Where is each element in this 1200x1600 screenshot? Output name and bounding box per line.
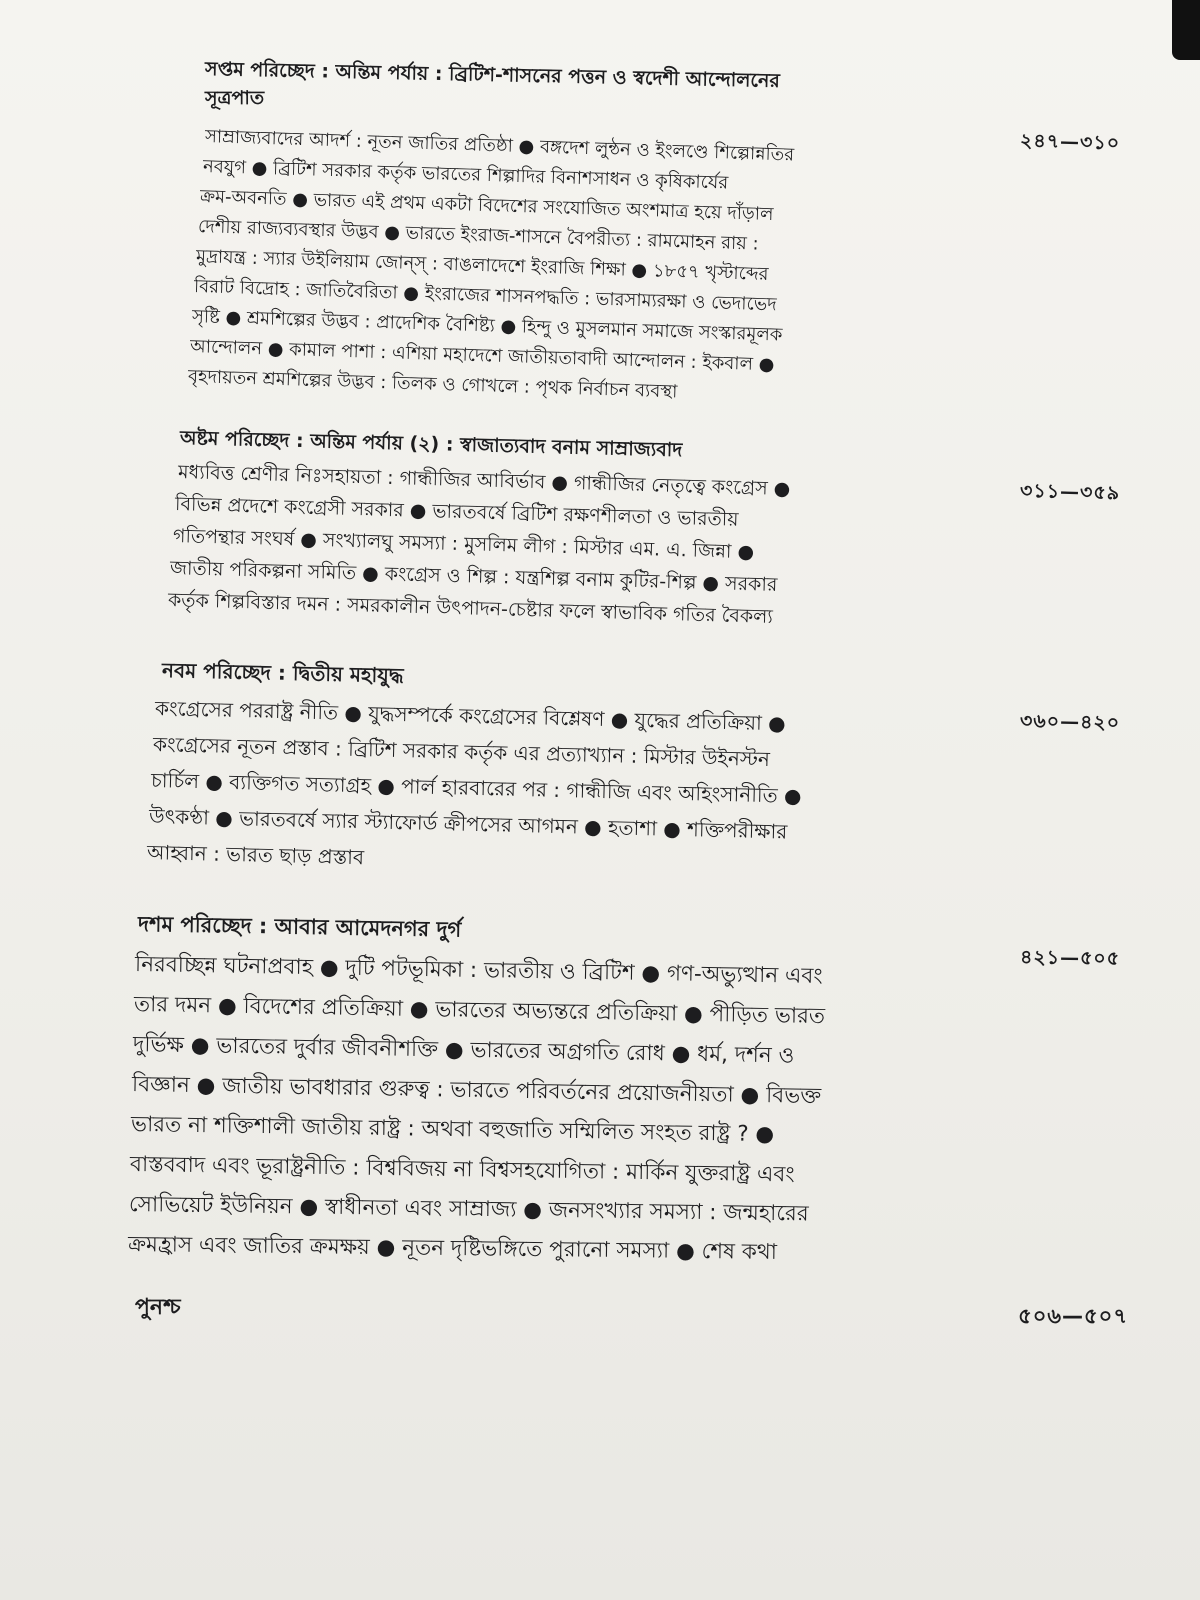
chapter-10-line-5: ভারত না শক্তিশালী জাতীয় রাষ্ট্র : অথবা বহুজাতি সম্মিলিত সংহত রাষ্ট্র ? ● (130, 1112, 775, 1148)
chapter-9-line-3: চার্চিল ● ব্যক্তিগত সত্যাগ্রহ ● পার্ল হারবারের পর : গান্ধীজি এবং অহিংসানীতি ● (150, 768, 802, 808)
chapter-7-title: সপ্তম পরিচ্ছেদ : অন্তিম পর্যায় : ব্রিটিশ-শাসনের পত্তন ও স্বদেশী আন্দোলনের (204, 58, 781, 93)
chapter-9-line-2: কংগ্রেসের নূতন প্রস্তাব : ব্রিটিশ সরকার কর্তৃক এর প্রত্যাখ্যান : মিস্টার উইনস্টন (152, 732, 771, 772)
chapter-10-line-6: বাস্তববাদ এবং ভূরাষ্ট্রনীতি : বিশ্ববিজয় না বিশ্বসহযোগিতা : মার্কিন যুক্তরাষ্ট্র এবং (129, 1152, 795, 1188)
chapter-7-pages: ২৪৭—৩১০ (1019, 129, 1121, 155)
epilogue-title: পুনশ্চ (135, 1295, 181, 1320)
chapter-7-line-9: বৃহদায়তন শ্রমশিল্পের উদ্ভব : তিলক ও গোখলে : পৃথক নির্বাচন ব্যবস্থা (187, 366, 678, 403)
chapter-10-line-1: নিরবচ্ছিন্ন ঘটনাপ্রবাহ ● দুটি পটভূমিকা : ভারতীয় ও ব্রিটিশ ● গণ-অভ্যুত্থান এবং (134, 952, 823, 990)
chapter-9-title: নবম পরিচ্ছেদ : দ্বিতীয় মহাযুদ্ধ (161, 658, 404, 688)
chapter-8-line-1: মধ্যবিত্ত শ্রেণীর নিঃসহায়তা : গান্ধীজির আবির্ভাব ● গান্ধীজির নেতৃত্বে কংগ্রেস ● (177, 461, 791, 501)
chapter-9-line-1: কংগ্রেসের পররাষ্ট্র নীতি ● যুদ্ধসম্পর্কে কংগ্রেসের বিশ্লেষণ ● যুদ্ধের প্রতিক্রিয়া ● (154, 696, 786, 736)
chapter-10-line-4: বিজ্ঞান ● জাতীয় ভাবধারার গুরুত্ব : ভারতে পরিবর্তনের প্রয়োজনীয়তা ● বিভক্ত (131, 1072, 822, 1110)
chapter-7-line-3: ক্রম-অবনতি ● ভারত এই প্রথম একটা বিদেশের সংযোজিত অংশমাত্র হয়ে দাঁড়াল (199, 186, 774, 226)
chapter-7-line-7: সৃষ্টি ● শ্রমশিল্পের উদ্ভব : প্রাদেশিক বৈশিষ্ট্য ● হিন্দু ও মুসলমান সমাজে সংস্কারমূলক (191, 306, 783, 346)
chapter-10-line-8: ক্রমহ্রাস এবং জাতির ক্রমক্ষয় ● নূতন দৃষ্টিভঙ্গিতে পুরানো সমস্যা ● শেষ কথা (127, 1232, 778, 1265)
page-corner-shadow (1172, 0, 1200, 60)
chapter-7-line-1: সাম্রাজ্যবাদের আদর্শ : নূতন জাতির প্রতিষ্ঠা ● বঙ্গদেশ লুন্ঠন ও ইংলণ্ডে শিল্পোন্নতির (204, 126, 795, 166)
chapter-7-line-4: দেশীয় রাজ্যব্যবস্থার উদ্ভব ● ভারতে ইংরাজ-শাসনে বৈপরীত্য : রামমোহন রায় : (197, 216, 759, 255)
chapter-9-line-4: উৎকণ্ঠা ● ভারতবর্ষে স্যার স্ট্যাফোর্ড ক্রীপসের আগমন ● হতাশা ● শক্তিপরীক্ষার (148, 804, 788, 844)
chapter-8-line-2: বিভিন্ন প্রদেশে কংগ্রেসী সরকার ● ভারতবর্ষে ব্রিটিশ রক্ষণশীলতা ও ভারতীয় (174, 493, 739, 531)
chapter-7-line-5: মুদ্রাযন্ত্র : স্যার উইলিয়াম জোন্স্‌ : বাঙলাদেশে ইংরাজি শিক্ষা ● ১৮৫৭ খৃস্টাব্দের (195, 246, 769, 285)
chapter-10-title: দশম পরিচ্ছেদ : আবার আমেদনগর দুর্গ (137, 912, 462, 942)
epilogue-pages: ৫০৬—৫০৭ (1018, 1304, 1128, 1328)
chapter-10-line-2: তার দমন ● বিদেশের প্রতিক্রিয়া ● ভারতের অভ্যন্তরে প্রতিক্রিয়া ● পীড়িত ভারত (133, 992, 826, 1030)
chapter-8-line-4: জাতীয় পরিকল্পনা সমিতি ● কংগ্রেস ও শিল্প : যন্ত্রশিল্প বনাম কুটির-শিল্প ● সরকার (169, 557, 778, 596)
chapter-7-title-cont: সূত্রপাত (205, 87, 265, 109)
chapter-8-line-5: কর্তৃক শিল্পবিস্তার দমন : সমরকালীন উৎপাদন-চেষ্টার ফলে স্বাভাবিক গতির বৈকল্য (167, 589, 774, 628)
chapter-9-pages: ৩৬০—৪২০ (1019, 709, 1121, 735)
chapter-10-line-3: দুর্ভিক্ষ ● ভারতের দুর্বার জীবনীশক্তি ● ভারতের অগ্রগতি রোধ ● ধর্ম, দর্শন ও (132, 1032, 795, 1069)
chapter-7-line-2: নবযুগ ● ব্রিটিশ সরকার কর্তৃক ভারতের শিল্পাদির বিনাশসাধন ও কৃষিকার্যের (202, 156, 729, 194)
chapter-7-line-8: আন্দোলন ● কামাল পাশা : এশিয়া মহাদেশে জাতীয়তাবাদী আন্দোলন : ইকবাল ● (189, 336, 775, 376)
chapter-7-line-6: বিরাট বিদ্রোহ : জাতিবৈরিতা ● ইংরাজের শাসনপদ্ধতি : ভারসাম্যরক্ষা ও ভেদাভেদ (193, 276, 777, 316)
chapter-8-title: অষ্টম পরিচ্ছেদ : অন্তিম পর্যায় (২) : স্বাজাত্যবাদ বনাম সাম্রাজ্যবাদ (179, 427, 683, 462)
chapter-9-line-5: আহ্বান : ভারত ছাড় প্রস্তাব (146, 840, 365, 870)
chapter-10-pages: ৪২১—৫০৫ (1019, 946, 1121, 970)
chapter-10-line-7: সোভিয়েট ইউনিয়ন ● স্বাধীনতা এবং সাম্রাজ্য ● জনসংখ্যার সমস্যা : জন্মহারের (128, 1192, 809, 1227)
chapter-8-line-3: গতিপন্থার সংঘর্ষ ● সংখ্যালঘু সমস্যা : মুসলিম লীগ : মিস্টার এম. এ. জিন্না ● (172, 525, 755, 564)
chapter-8-pages: ৩১১—৩৫৯ (1019, 479, 1121, 505)
